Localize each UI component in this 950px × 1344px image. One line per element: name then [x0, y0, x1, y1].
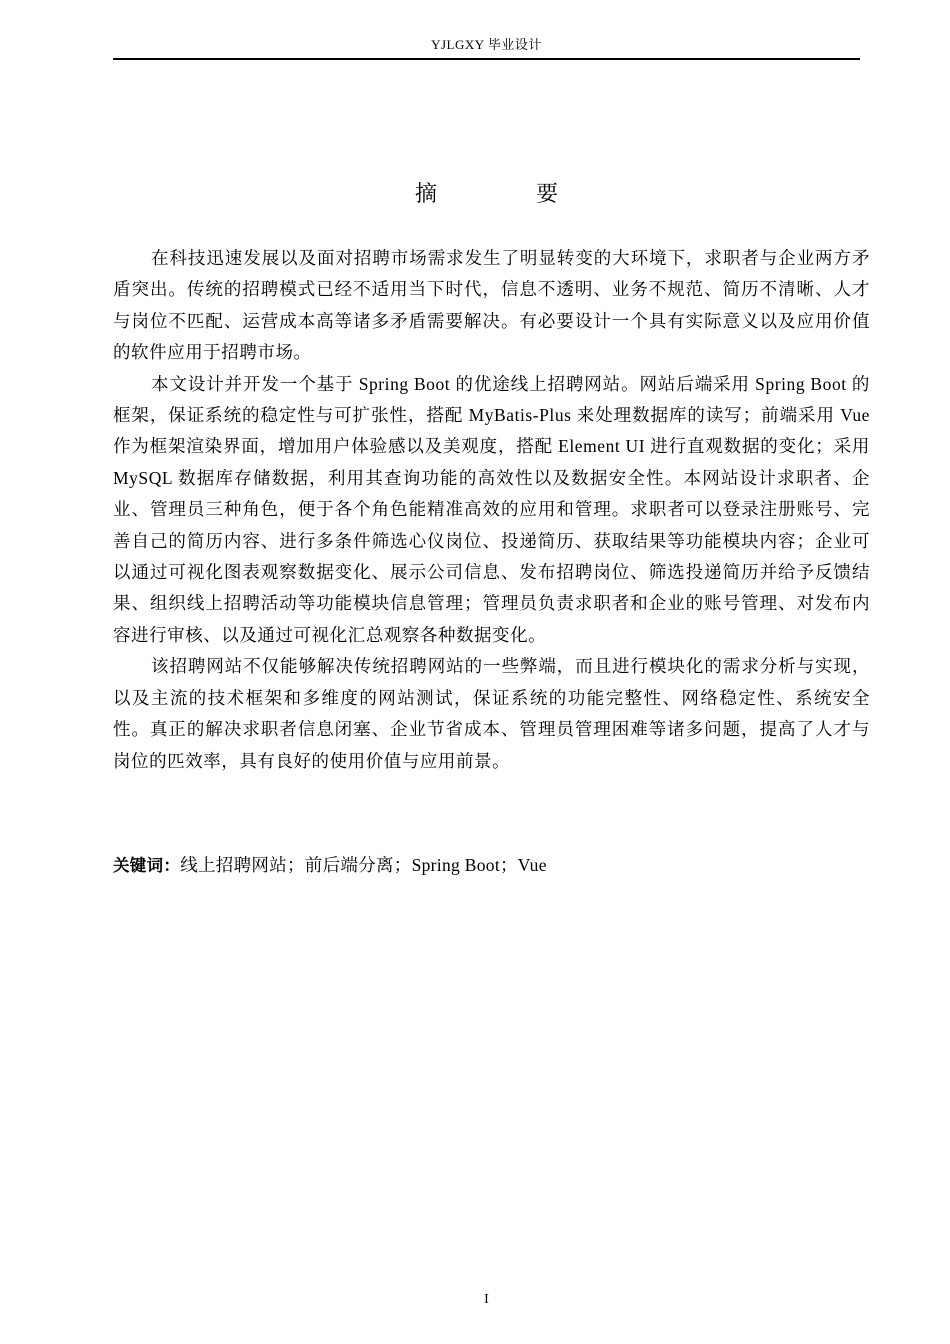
- keywords-label: 关键词：: [113, 856, 181, 875]
- abstract-body: [113, 243, 870, 777]
- keywords-line: [113, 850, 860, 881]
- abstract-paragraph-1: 在科技迅速发展以及面对招聘市场需求发生了明显转变的大环境下，求职者与企业两方矛盾突出。传统的招聘模式已经不适用当下时代，信息不透明、业务不规范、简历不清晰、人才与岗位不匹配、运营成本高等诸多矛盾需要解决。有必要设计一个具有实际意义以及应用价值的软件应用于招聘市场。: [113, 248, 870, 363]
- abstract-paragraph-2: 本文设计并开发一个基于 Spring Boot 的优途线上招聘网站。网站后端采用 Spring Boot 的框架，保证系统的稳定性与可扩张性，搭配 MyBatis-Plus 来处理数据库的读写；前端采用 Vue 作为框架渲染界面，增加用户体验感以及美观度，搭配 Element UI 进行直观数据的变化；采用 MySQL 数据库存储数据，利用其查询功能的高效性以及数据安全性。本网站设计求职者、企业、管理员三种角色，便于各个角色能精准高效的应用和管理。求职者可以登录注册账号、完善自己的简历内容、进行多条件筛选心仪岗位、投递简历、获取结果等功能模块内容；企业可以通过可视化图表观察数据变化、展示公司信息、发布招聘岗位、筛选投递简历并给予反馈结果、组织线上招聘活动等功能模块信息管理；管理员负责求职者和企业的账号管理、对发布内容进行审核、以及通过可视化汇总观察各种数据变化。: [113, 373, 870, 645]
- keywords-text: 线上招聘网站；前后端分离；Spring Boot；Vue: [180, 855, 547, 875]
- abstract-paragraph-3: 该招聘网站不仅能够解决传统招聘网站的一些弊端，而且进行模块化的需求分析与实现，以及主流的技术框架和多维度的网站测试，保证系统的功能完整性、网络稳定性、系统安全性。真正的解决求职者信息闭塞、企业节省成本、管理员管理困难等诸多问题，提高了人才与岗位的匹效率，具有良好的使用价值与应用前景。: [113, 656, 870, 771]
- page-header: [113, 34, 860, 60]
- header-text: YJLGXY 毕业设计: [431, 37, 542, 52]
- page-number: I: [484, 1292, 489, 1307]
- abstract-title: 摘 要: [415, 182, 604, 207]
